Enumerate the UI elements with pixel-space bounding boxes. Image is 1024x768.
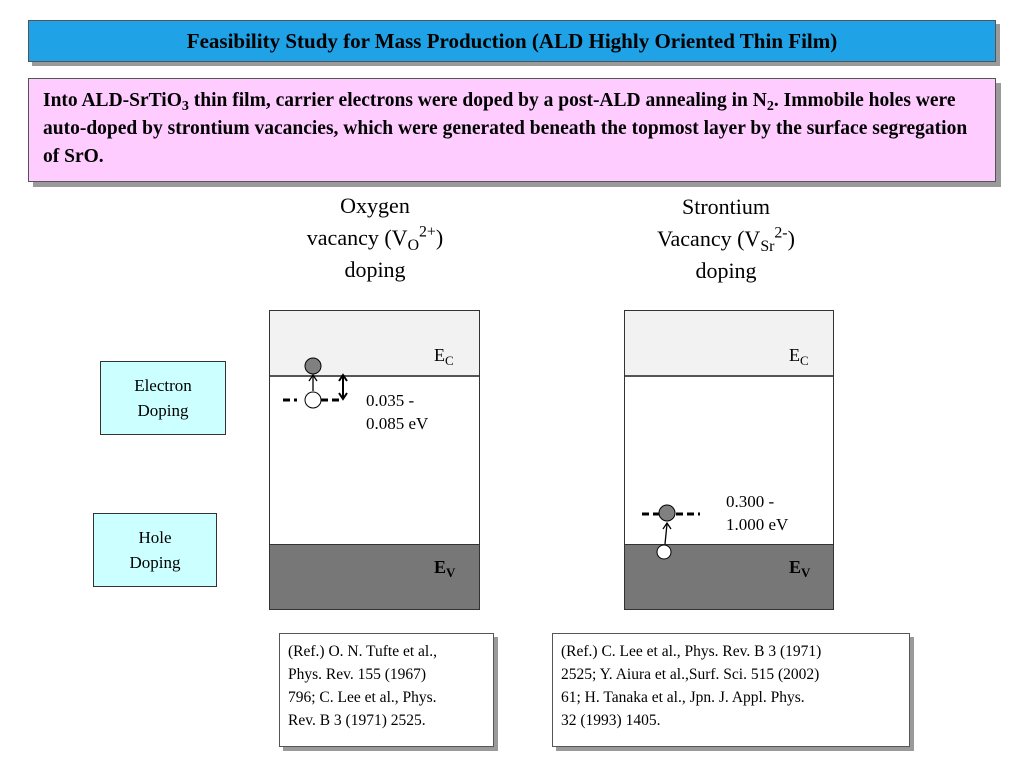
oxygen-heading-line2: vacancy $(V_O^{2+})$ (306, 223, 444, 254)
summary-box (28, 78, 996, 182)
trapped-electron-circle (659, 505, 675, 521)
summary-text-3: . Immobile holes were auto-doped by strontium vacancies, which were generated beneath the topmost layer by the surface segregation of SrO. (43, 90, 968, 167)
oxygen-heading-line1: Oxygen (340, 193, 410, 218)
ev-label: $E_V$ (434, 557, 456, 580)
hole-doping-label: Hole Doping (93, 513, 217, 587)
strontium-heading-line1: Strontium (681, 194, 770, 219)
hole-circle (657, 545, 671, 559)
ec-label: $E_C$ (789, 345, 809, 368)
ev-label: $E_V$ (789, 557, 811, 580)
strontium-vacancy-overlay (624, 310, 834, 610)
slide-title-text: Feasibility Study for Mass Production (ALD Highly Oriented Thin Film) (186, 28, 838, 53)
hole-arrow (665, 524, 667, 544)
strontium-energy-range: 0.300 - 1.000 eV (726, 492, 789, 534)
strontium-heading-line3: doping (695, 258, 757, 283)
strontium-vacancy-heading (616, 191, 836, 287)
summary-sub-1: 3 (181, 98, 189, 115)
reference-box-left: (Ref.) O. N. Tufte et al., Phys. Rev. 155 (1967) 796; C. Lee et al., Phys. Rev. B 3 (1971) 2525. (279, 633, 494, 747)
summary-text-2: thin film, carrier electrons were doped by a post-ALD annealing in N (188, 90, 767, 111)
strontium-heading-line2: Vacancy $(V_{Sr}^{2-})$ (657, 224, 795, 255)
slide-title (28, 20, 996, 62)
oxygen-heading-line3: doping (344, 257, 406, 282)
oxygen-vacancy-heading (265, 190, 485, 286)
donor-state-circle (305, 392, 321, 408)
electron-doping-label: Electron Doping (100, 361, 226, 435)
summary-sub-2: 2 (766, 98, 774, 115)
summary-text-1: Into ALD-SrTiO (43, 90, 182, 111)
oxygen-vacancy-overlay (269, 310, 480, 610)
reference-box-right: (Ref.) C. Lee et al., Phys. Rev. B 3 (1971) 2525; Y. Aiura et al.,Surf. Sci. 515 (2002) 61; H. Tanaka et al., Jpn. J. Appl. Phys. 32 (1993) 1405. (552, 633, 910, 747)
electron-circle (305, 358, 321, 374)
oxygen-energy-range: 0.035 - 0.085 eV (366, 391, 429, 433)
ec-label: $E_C$ (434, 345, 454, 368)
